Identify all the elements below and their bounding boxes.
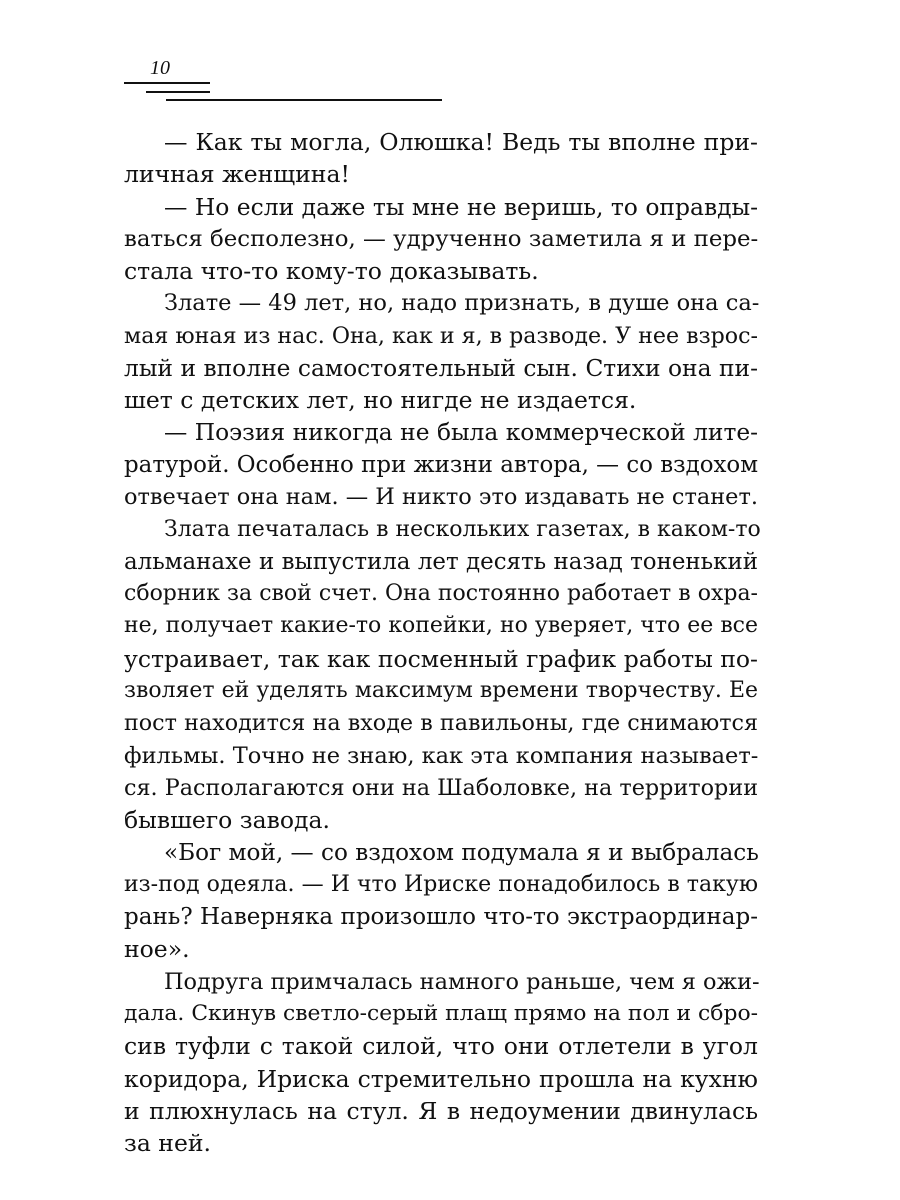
- text-line: ратурой. Особенно при жизни автора, — со вздохом: [124, 451, 759, 478]
- text-line: рань? Наверняка произошло что-то экстраординар-: [124, 904, 758, 931]
- text-line: дала. Скинув светло-серый плащ прямо на пол и сбро-: [124, 1001, 758, 1027]
- text-line: за ней.: [124, 1129, 212, 1158]
- text-line: фильмы. Точно не знаю, как эта компания называет-: [124, 742, 759, 769]
- text-line: ваться бесполезно, — удрученно заметила я и пере-: [124, 225, 759, 252]
- page-header: [124, 54, 444, 110]
- body-text: [124, 126, 761, 1160]
- text-line: «Бог мой, — со вздохом подумала я и выбралась: [164, 839, 759, 866]
- text-line: бывшего завода.: [124, 806, 330, 835]
- text-line: личная женщина!: [124, 160, 350, 189]
- text-line: мая юная из нас. Она, как и я, в разводе. У нее взрос-: [124, 322, 758, 349]
- text-line: из-под одеяла. — И что Ириске понадобилось в такую: [124, 871, 758, 897]
- text-line: сив туфли с такой силой, что они отлетели в угол: [124, 1032, 758, 1061]
- text-line: и плюхнулась на стул. Я в недоумении двинулась: [124, 1096, 758, 1125]
- text-line: альманахе и выпустила лет десять назад тоненький: [124, 548, 758, 575]
- text-line: коридора, Ириска стремительно прошла на кухню: [124, 1064, 758, 1093]
- header-rule: [146, 91, 210, 93]
- text-line: ное».: [124, 935, 190, 964]
- text-line: сборник за свой счет. Она постоянно работает в охра-: [124, 581, 758, 607]
- page-number: 10: [150, 57, 170, 79]
- text-line: — Как ты могла, Олюшка! Ведь ты вполне при-: [164, 128, 758, 156]
- text-line: пост находится на входе в павильоны, где снимаются: [124, 710, 758, 737]
- text-line: Злата печаталась в нескольких газетах, в каком-то: [164, 516, 761, 542]
- header-rule: [124, 82, 210, 84]
- text-line: Подруга примчалась намного раньше, чем я ожи-: [164, 968, 760, 995]
- text-line: устраивает, так как посменный график работы по-: [124, 644, 758, 673]
- text-line: стала что-то кому-то доказывать.: [124, 257, 539, 286]
- text-line: — Поэзия никогда не была коммерческой лите-: [164, 418, 758, 446]
- text-line: зволяет ей уделять максимум времени творчеству. Ее: [124, 678, 758, 704]
- text-line: ся. Располагаются они на Шаболовке, на территории: [124, 774, 759, 801]
- header-rule: [166, 99, 442, 101]
- text-line: шет с детских лет, но нигде не издается.: [124, 386, 637, 415]
- text-line: не, получает какие-то копейки, но уверяет, что ее все: [124, 613, 758, 639]
- text-line: Злате — 49 лет, но, надо признать, в душе она са-: [164, 290, 760, 317]
- text-line: — Но если даже ты мне не веришь, то оправды-: [164, 192, 759, 221]
- text-line: отвечает она нам. — И никто это издавать не станет.: [124, 484, 758, 511]
- text-line: лый и вполне самостоятельный сын. Стихи она пи-: [124, 354, 758, 383]
